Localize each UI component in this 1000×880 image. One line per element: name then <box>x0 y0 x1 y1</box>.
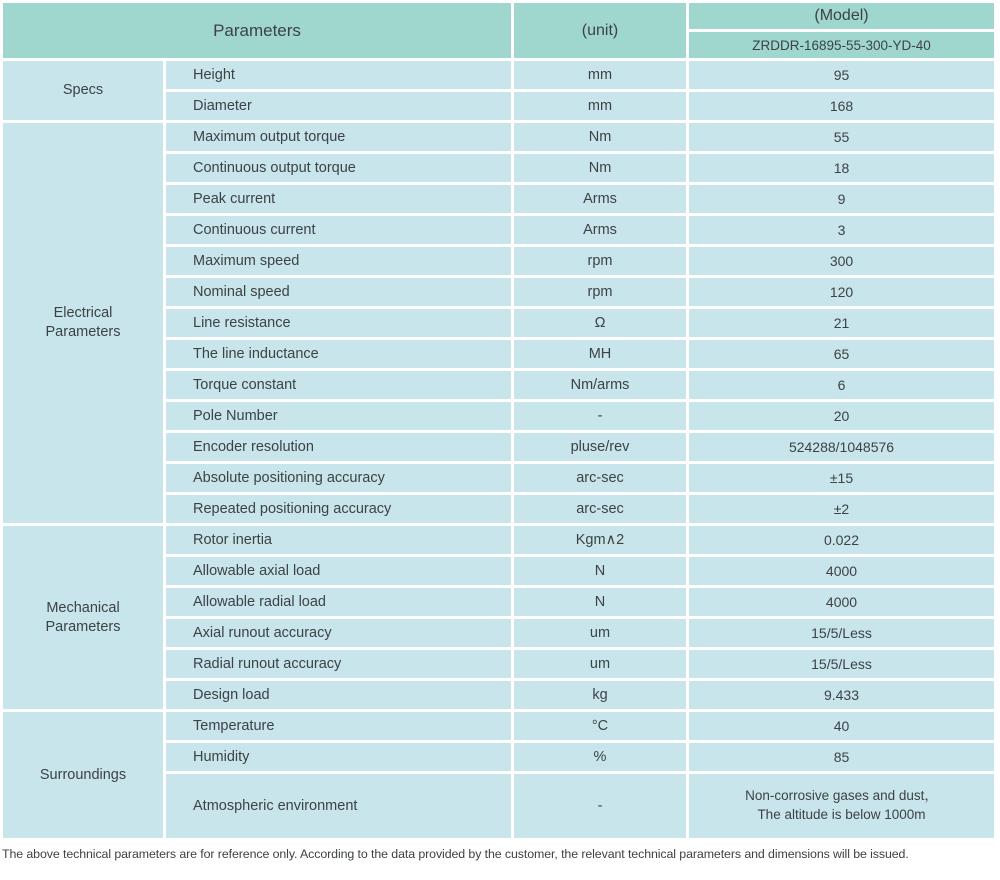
parameter-value: 524288/1048576 <box>689 433 994 461</box>
footer-note: The above technical parameters are for reference only. According to the data provided by the customer, the relevant technical parameters and dimensions will be issued. <box>2 847 909 861</box>
parameter-value: 9 <box>689 185 994 213</box>
parameter-name: Line resistance <box>166 309 511 337</box>
section-label-cell <box>3 123 163 523</box>
parameter-unit: Nm <box>514 123 686 151</box>
parameter-value: 9.433 <box>689 681 994 709</box>
section-label: Mechanical Parameters <box>45 599 121 635</box>
parameter-value: 40 <box>689 712 994 740</box>
parameter-unit: Ω <box>514 309 686 337</box>
parameters-header: Parameters <box>3 3 511 58</box>
parameter-unit: kg <box>514 681 686 709</box>
parameter-value: 300 <box>689 247 994 275</box>
parameter-value: 3 <box>689 216 994 244</box>
parameter-unit: mm <box>514 92 686 120</box>
parameter-name: Maximum speed <box>166 247 511 275</box>
parameter-value: 85 <box>689 743 994 771</box>
parameter-name: Encoder resolution <box>166 433 511 461</box>
section-label-cell <box>3 61 163 120</box>
parameter-name: Continuous current <box>166 216 511 244</box>
section-label: Surroundings <box>39 766 127 783</box>
table-row <box>3 526 994 554</box>
parameter-name: Diameter <box>166 92 511 120</box>
section-label: Electrical Parameters <box>45 305 121 340</box>
parameter-value: 65 <box>689 340 994 368</box>
parameter-name: Humidity <box>166 743 511 771</box>
parameter-name: Design load <box>166 681 511 709</box>
parameter-unit: rpm <box>514 247 686 275</box>
parameter-name: Temperature <box>166 712 511 740</box>
parameter-unit: um <box>514 650 686 678</box>
parameter-value: 20 <box>689 402 994 430</box>
parameter-unit: - <box>514 402 686 430</box>
parameter-unit: mm <box>514 61 686 89</box>
parameter-value: 120 <box>689 278 994 306</box>
model-number: ZRDDR-16895-55-300-YD-40 <box>689 32 994 58</box>
parameter-unit: - <box>514 774 686 838</box>
parameter-value: 15/5/Less <box>689 650 994 678</box>
table-row <box>3 712 994 740</box>
parameter-unit: Arms <box>514 216 686 244</box>
parameter-name: Repeated positioning accuracy <box>166 495 511 523</box>
parameter-value: 21 <box>689 309 994 337</box>
parameter-name: The line inductance <box>166 340 511 368</box>
table-row <box>3 123 994 151</box>
parameter-value <box>689 774 994 838</box>
section-label-cell <box>3 712 163 838</box>
parameter-value: ±15 <box>689 464 994 492</box>
parameter-name: Height <box>166 61 511 89</box>
parameter-name: Peak current <box>166 185 511 213</box>
parameter-name: Atmospheric environment <box>166 774 511 838</box>
parameter-unit: % <box>514 743 686 771</box>
unit-header: (unit) <box>514 3 686 58</box>
parameter-unit: Nm <box>514 154 686 182</box>
parameter-value: 168 <box>689 92 994 120</box>
parameter-value: 0.022 <box>689 526 994 554</box>
parameter-unit: rpm <box>514 278 686 306</box>
parameter-unit: Nm/arms <box>514 371 686 399</box>
value-line: Non-corrosive gases and dust， <box>745 788 938 804</box>
parameter-value: 15/5/Less <box>689 619 994 647</box>
spec-table-header <box>3 3 994 58</box>
parameter-name: Torque constant <box>166 371 511 399</box>
parameter-name: Pole Number <box>166 402 511 430</box>
header-row-top <box>3 3 994 29</box>
parameter-name: Radial runout accuracy <box>166 650 511 678</box>
parameter-name: Continuous output torque <box>166 154 511 182</box>
parameter-name: Nominal speed <box>166 278 511 306</box>
parameter-unit: Kgm∧2 <box>514 526 686 554</box>
parameter-unit: Arms <box>514 185 686 213</box>
parameter-unit: arc-sec <box>514 464 686 492</box>
parameter-value: 18 <box>689 154 994 182</box>
parameter-name: Allowable axial load <box>166 557 511 585</box>
section-label-cell <box>3 526 163 709</box>
table-row <box>3 61 994 89</box>
parameter-name: Axial runout accuracy <box>166 619 511 647</box>
parameter-unit: °C <box>514 712 686 740</box>
parameter-value: 4000 <box>689 588 994 616</box>
parameter-value: 55 <box>689 123 994 151</box>
parameter-unit: pluse/rev <box>514 433 686 461</box>
section-label: Specs <box>62 82 104 99</box>
parameter-unit: N <box>514 588 686 616</box>
parameter-name: Rotor inertia <box>166 526 511 554</box>
value-line: The altitude is below 1000m <box>757 807 926 822</box>
parameter-value: ±2 <box>689 495 994 523</box>
parameter-unit: um <box>514 619 686 647</box>
parameter-name: Maximum output torque <box>166 123 511 151</box>
parameter-value: 4000 <box>689 557 994 585</box>
spec-table-body <box>3 61 994 838</box>
parameter-name: Absolute positioning accuracy <box>166 464 511 492</box>
parameter-unit: MH <box>514 340 686 368</box>
parameter-unit: arc-sec <box>514 495 686 523</box>
model-header: (Model) <box>689 3 994 29</box>
parameter-value: 6 <box>689 371 994 399</box>
parameter-unit: N <box>514 557 686 585</box>
parameter-name: Allowable radial load <box>166 588 511 616</box>
parameter-value: 95 <box>689 61 994 89</box>
